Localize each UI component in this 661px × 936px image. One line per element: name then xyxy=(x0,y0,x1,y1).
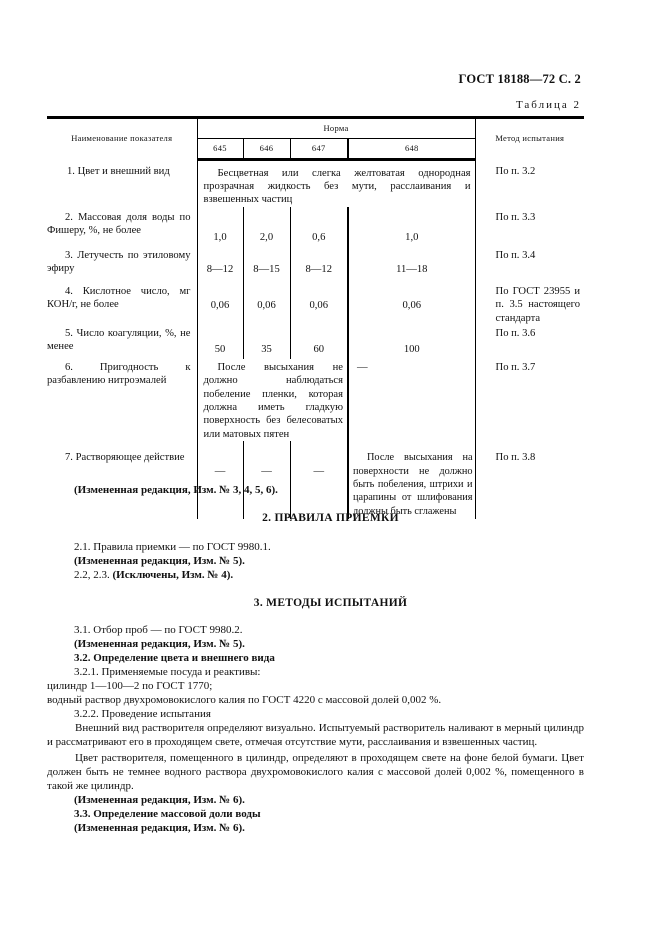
row-value-645: 50 xyxy=(197,327,243,359)
clause-3-1: 3.1. Отбор проб — по ГОСТ 9980.2. xyxy=(74,624,243,636)
row-value-647: 8—12 xyxy=(290,247,348,279)
specification-table xyxy=(47,116,584,519)
row-method: По ГОСТ 23955 и п. 3.5 настоящего стандарта xyxy=(475,279,584,327)
row-value-647: 0,6 xyxy=(290,207,348,247)
row-method: По п. 3.3 xyxy=(475,207,584,247)
clause-3-3-amendment: (Измененная редакция, Изм. № 6). xyxy=(74,822,245,834)
row-value-645: — xyxy=(197,441,243,519)
table-row xyxy=(47,159,584,207)
row-method: По п. 3.2 xyxy=(475,159,584,207)
row-name: 7. Растворяющее действие xyxy=(65,452,185,464)
row-method: По п. 3.8 xyxy=(495,452,536,464)
row-value-merged: После высыхания не должно наблюдаться побеление пленки, которая должна иметь гладкую поверхность без белесоватых или матовых пятен xyxy=(197,359,348,441)
table-amendment-note: (Измененная редакция, Изм. № 3, 4, 5, 6). xyxy=(74,484,278,496)
section-3-title: 3. МЕТОДЫ ИСПЫТАНИЙ xyxy=(253,597,408,609)
column-header-grade-648: 648 xyxy=(348,138,475,159)
clause-3-2-1-item-1: цилиндр 1—100—2 по ГОСТ 1770; xyxy=(47,680,213,692)
row-value-646: 2,0 xyxy=(243,207,290,247)
row-value-646: 0,06 xyxy=(243,279,290,327)
row-value-647: — xyxy=(290,441,348,519)
clause-3-2-1: 3.2.1. Применяемые посуда и реактивы: xyxy=(74,666,261,678)
clause-3-1-amendment: (Измененная редакция, Изм. № 5). xyxy=(74,638,245,650)
table-row xyxy=(47,247,584,279)
clause-2-2-2-3 xyxy=(74,568,588,582)
row-value-648: 11—18 xyxy=(396,264,428,276)
row-name: 6. Пригодность к разбавлению нитроэмалей xyxy=(47,359,197,441)
section-3-body-paragraphs xyxy=(47,721,584,835)
row-value-646: — xyxy=(243,441,290,519)
paragraph-appearance: Внешний вид растворителя определяют визуально. Испытуемый растворитель наливают в мерный цилиндр и рассматривают его в проходящем свете, отмечая отсутствие мути, расслаивания и взвешенных частиц. xyxy=(47,722,584,748)
row-value-645: 8—12 xyxy=(197,247,243,279)
column-header-grade-645: 645 xyxy=(197,138,243,159)
row-value-648: 100 xyxy=(403,344,420,356)
clause-3-2-2: 3.2.2. Проведение испытания xyxy=(74,708,211,720)
section-3-body-top xyxy=(47,623,588,721)
table-row xyxy=(47,207,584,247)
table-row xyxy=(47,359,584,441)
section-2-title: 2. ПРАВИЛА ПРИЕМКИ xyxy=(262,512,399,524)
row-value-647: 0,06 xyxy=(290,279,348,327)
row-method: По п. 3.7 xyxy=(475,359,584,441)
row-name: 1. Цвет и внешний вид xyxy=(47,159,197,207)
row-method: По п. 3.6 xyxy=(475,327,584,359)
clause-3-2-2-amendment: (Измененная редакция, Изм. № 6). xyxy=(74,794,245,806)
row-value-645: 0,06 xyxy=(197,279,243,327)
row-method: По п. 3.4 xyxy=(475,247,584,279)
row-name: 2. Массовая доля воды по Фишеру, %, не более xyxy=(47,207,197,247)
row-value-merged: Бесцветная или слегка желтоватая однородная прозрачная жидкость без мути, расслаивания и взвешенных частиц xyxy=(203,167,471,206)
clause-number: 2.2, 2.3. xyxy=(74,569,110,581)
column-header-norm: Норма xyxy=(197,118,475,139)
column-header-name: Наименование показателя xyxy=(47,118,197,160)
row-value-648: После высыхания на поверхности не должно быть побеления, штрихи и царапины от шлифования должны быть сглажены xyxy=(348,441,475,519)
clause-number: 2.1. xyxy=(74,541,91,553)
row-name: 4. Кислотное число, мг КОН/г, не более xyxy=(47,279,197,327)
clause-2-1 xyxy=(74,540,588,554)
table-caption: Таблица 2 xyxy=(515,99,581,111)
paragraph-color: Цвет растворителя, помещенного в цилиндр, определяют в проходящем свете на фоне белой бумаги. Цвет должен быть не темнее водного раствора двухромовокислого калия с массовой долей 0,002 %, помещенного в такой же цилиндр. xyxy=(47,752,584,792)
clause-3-3-title: 3.3. Определение массовой доли воды xyxy=(74,808,261,820)
row-value-646: 35 xyxy=(243,327,290,359)
clause-3-2-title: 3.2. Определение цвета и внешнего вида xyxy=(74,652,275,664)
section-2-body xyxy=(74,540,588,582)
column-header-grade-647: 647 xyxy=(290,138,348,159)
table-row xyxy=(47,441,584,519)
clause-text: Правила приемки — по ГОСТ 9980.1. xyxy=(93,541,271,553)
clause-text: (Исключены, Изм. № 4). xyxy=(112,569,234,581)
row-value-648: — xyxy=(357,361,368,373)
clause-2-1-amendment: (Измененная редакция, Изм. № 5). xyxy=(74,555,245,567)
row-name: 5. Число коагуляции, %, не менее xyxy=(47,327,197,359)
row-value-648: 0,06 xyxy=(402,299,422,311)
column-header-grade-646: 646 xyxy=(243,138,290,159)
clause-3-2-1-item-2: водный раствор двухромовокислого калия по ГОСТ 4220 с массовой долей 0,002 %. xyxy=(47,694,442,706)
table-row xyxy=(47,327,584,359)
document-reference: ГОСТ 18188—72 С. 2 xyxy=(458,72,581,86)
row-name: 3. Летучесть по этиловому эфиру xyxy=(47,247,197,279)
row-value-648: 1,0 xyxy=(405,232,419,244)
row-value-646: 8—15 xyxy=(243,247,290,279)
column-header-method: Метод испытания xyxy=(475,118,584,160)
row-value-647: 60 xyxy=(290,327,348,359)
row-value-645: 1,0 xyxy=(197,207,243,247)
table-row xyxy=(47,279,584,327)
